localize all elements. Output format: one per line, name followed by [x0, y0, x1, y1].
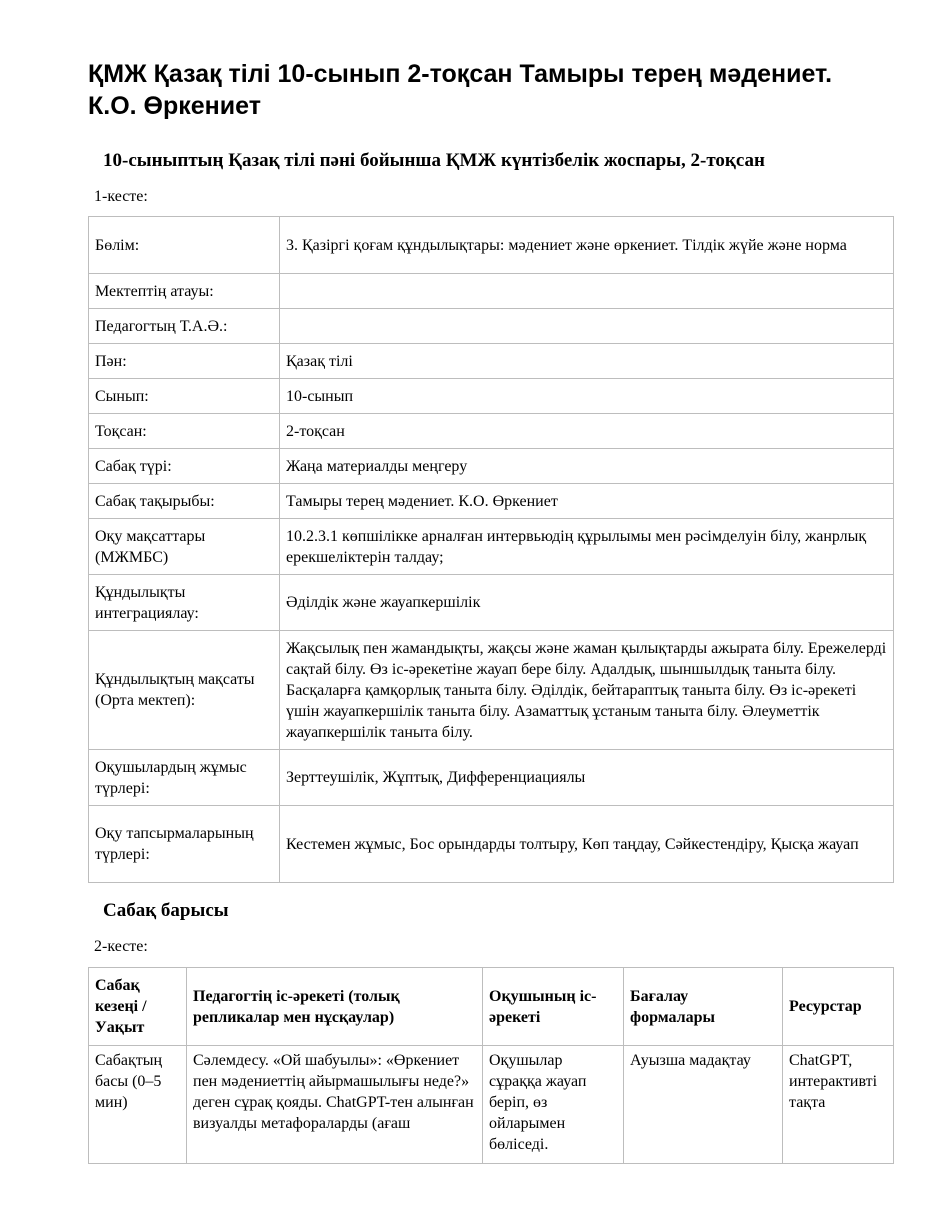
document-title: ҚМЖ Қазақ тілі 10-сынып 2-тоқсан Тамыры терең мәдениет. К.О. Өркениет: [88, 60, 833, 120]
info-label: Құндылықты интеграциялау:: [89, 575, 280, 631]
info-label: Мектептің атауы:: [89, 274, 280, 309]
info-label: Оқушылардың жұмыс түрлері:: [89, 750, 280, 806]
info-row-school: [89, 274, 894, 309]
student-activity-cell: Оқушылар сұраққа жауап беріп, өз ойларымен бөліседі.: [483, 1046, 624, 1164]
column-header-teacher-activity: Педагогтің іс-әрекеті (толық репликалар мен нұсқаулар): [187, 968, 483, 1046]
lesson-plan-info-table: [88, 216, 894, 883]
info-row-teacher: [89, 309, 894, 344]
info-row-work-types: [89, 750, 894, 806]
info-row-quarter: [89, 414, 894, 449]
info-value: Зерттеушілік, Жұптық, Дифференциациялы: [280, 750, 894, 806]
info-row-value-integration: [89, 575, 894, 631]
resources-cell: ChatGPT, интерактивті тақта: [783, 1046, 894, 1164]
info-label: Оқу мақсаттары (МЖМБС): [89, 519, 280, 575]
table-2-caption: 2-кесте:: [94, 938, 148, 955]
table-row: [89, 1046, 894, 1164]
table-1-caption: 1-кесте:: [94, 188, 148, 205]
info-value: Тамыры терең мәдениет. К.О. Өркениет: [280, 484, 894, 519]
column-header-student-activity: Оқушының іс-әрекеті: [483, 968, 624, 1046]
info-value: Жақсылық пен жамандықты, жақсы және жаман қылықтарды ажырата білу. Ережелерді сақтай білу. Өз іс-әрекетіне жауап бере білу. Адалдық, шыншылдық таныта білу. Басқаларға қамқорлық таныта білу. Әділдік, бейтараптық таныта білу. Өз іс-әрекеті үшін жауапкершілік таныта білу. Азаматтық ұстаным таныта білу. Әлеуметтік жауапкершілік таныта білу.: [280, 631, 894, 750]
info-label: Бөлім:: [89, 217, 280, 274]
lesson-flow-table: [88, 967, 894, 1164]
lesson-heading: Сабақ барысы: [103, 900, 229, 921]
info-row-grade: [89, 379, 894, 414]
info-value: Кестемен жұмыс, Бос орындарды толтыру, Көп таңдау, Сәйкестендіру, Қысқа жауап: [280, 806, 894, 883]
info-label: Сабақ тақырыбы:: [89, 484, 280, 519]
info-label: Оқу тапсырмаларының түрлері:: [89, 806, 280, 883]
info-value: 2-тоқсан: [280, 414, 894, 449]
plan-heading: 10-сыныптың Қазақ тілі пәні бойынша ҚМЖ күнтізбелік жоспары, 2-тоқсан: [103, 150, 765, 171]
column-header-resources: Ресурстар: [783, 968, 894, 1046]
teacher-activity-cell: Сәлемдесу. «Ой шабуылы»: «Өркениет пен мәдениеттің айырмашылығы неде?» деген сұрақ қояды. ChatGPT-тен алынған визуалды метафораларды (ағаш: [187, 1046, 483, 1164]
column-header-stage: Сабақ кезеңі / Уақыт: [89, 968, 187, 1046]
info-row-lesson-type: [89, 449, 894, 484]
info-row-lesson-topic: [89, 484, 894, 519]
info-value: 10-сынып: [280, 379, 894, 414]
info-row-task-types: [89, 806, 894, 883]
info-value: Қазақ тілі: [280, 344, 894, 379]
info-value: Әділдік және жауапкершілік: [280, 575, 894, 631]
info-label: Пән:: [89, 344, 280, 379]
info-value: 3. Қазіргі қоғам құндылықтары: мәдениет және өркениет. Тілдік жүйе және норма: [280, 217, 894, 274]
lesson-stage-cell: Сабақтың басы (0–5 мин): [89, 1046, 187, 1164]
info-row-value-goal: [89, 631, 894, 750]
info-label: Сынып:: [89, 379, 280, 414]
info-row-objectives: [89, 519, 894, 575]
info-label: Құндылықтың мақсаты (Орта мектеп):: [89, 631, 280, 750]
info-value: [280, 309, 894, 344]
info-value: 10.2.3.1 көпшілікке арналған интервьюдің құрылымы мен рәсімделуін білу, жанрлық ерекшеліктерін талдау;: [280, 519, 894, 575]
info-label: Тоқсан:: [89, 414, 280, 449]
lesson-header-row: [89, 968, 894, 1046]
info-value: Жаңа материалды меңгеру: [280, 449, 894, 484]
column-header-assessment: Бағалау формалары: [624, 968, 783, 1046]
info-row-subject: [89, 344, 894, 379]
info-label: Педагогтың Т.А.Ә.:: [89, 309, 280, 344]
info-label: Сабақ түрі:: [89, 449, 280, 484]
assessment-cell: Ауызша мадақтау: [624, 1046, 783, 1164]
info-value: [280, 274, 894, 309]
info-row-section: [89, 217, 894, 274]
